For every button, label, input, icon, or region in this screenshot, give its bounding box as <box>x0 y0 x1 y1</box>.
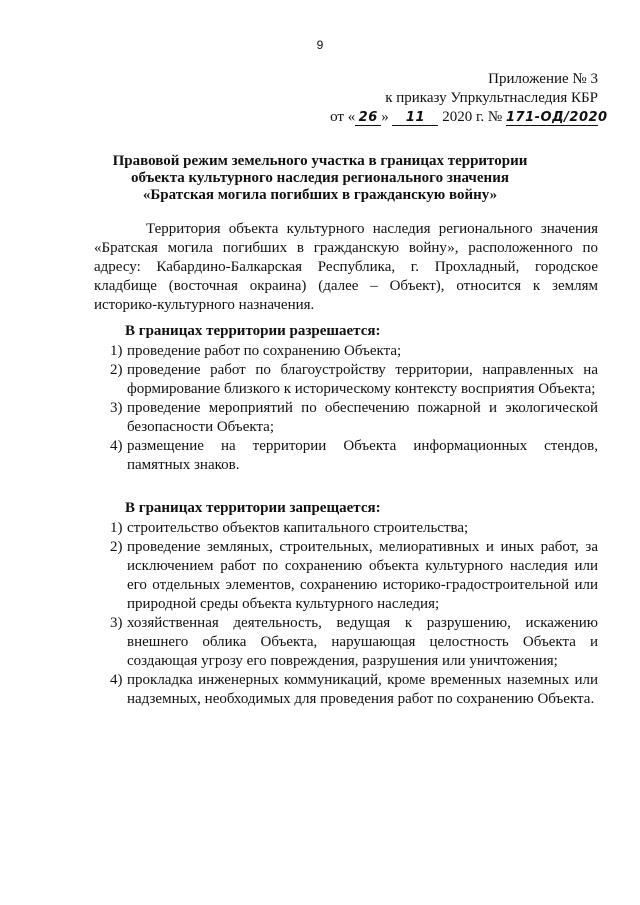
item-number: 2) <box>110 362 123 378</box>
list-item <box>110 538 598 614</box>
page-number: 9 <box>316 38 324 52</box>
item-text: хозяйственная деятельность, ведущая к разрушению, искажению внешнего облика Объекта, нарушающая целостность Объекта и создающая угрозу его повреждения, разрушения или уничтожения; <box>127 615 598 669</box>
allowed-heading: В границах территории разрешается: <box>125 323 381 339</box>
item-text: строительство объектов капитального строительства; <box>127 520 469 536</box>
title-line-1: Правовой режим земельного участка в границах территории <box>112 153 528 169</box>
item-number: 3) <box>110 615 123 631</box>
item-number: 4) <box>110 438 123 454</box>
item-text: проведение земляных, строительных, мелиоративных и иных работ, за исключением работ по сохранению объекта культурного наследия или его отдельных элементов, сохранению историко-градостроительной или природной среды объекта культурного наследия; <box>127 539 598 612</box>
list-item <box>110 437 598 475</box>
item-text: проведение работ по благоустройству территории, направленных на формирование близкого к историческому контексту восприятия Объекта; <box>127 362 598 397</box>
list-item <box>110 399 598 437</box>
title-line-2: объекта культурного наследия регионального значения <box>131 170 509 186</box>
item-number: 4) <box>110 672 123 688</box>
item-text: проведение мероприятий по обеспечению пожарной и экологической безопасности Объекта; <box>127 400 598 435</box>
date-mid: » <box>381 109 389 125</box>
item-text: прокладка инженерных коммуникаций, кроме временных наземных или надземных, необходимых для проведения работ по сохранению Объекта. <box>127 672 598 707</box>
list-item <box>110 671 598 709</box>
item-number: 3) <box>110 400 123 416</box>
item-number: 1) <box>110 343 123 359</box>
date-prefix: от « <box>330 109 356 125</box>
appendix-order-ref: к приказу Упркультнаследия КБР <box>385 90 598 106</box>
intro-paragraph: Территория объекта культурного наследия регионального значения «Братская могила погибших в гражданскую войну», расположенного по адресу: Кабардино-Балкарская Республика, г. Прохладный, городское кладбище (восточная окраина) (далее – Объект), относится к землям историко-культурного назначения. <box>94 221 598 313</box>
appendix-number: Приложение № 3 <box>488 71 598 87</box>
list-item <box>110 361 598 399</box>
appendix-block <box>298 70 608 127</box>
document-title <box>80 153 560 204</box>
forbidden-list <box>110 519 598 709</box>
forbidden-heading: В границах территории запрещается: <box>125 500 381 516</box>
allowed-list <box>110 342 598 475</box>
item-number: 1) <box>110 520 123 536</box>
handwritten-month: 11 <box>392 111 438 126</box>
handwritten-order-number: 171-ОД/2020 <box>506 110 608 125</box>
title-line-3: «Братская могила погибших в гражданскую войну» <box>142 187 498 203</box>
item-text: размещение на территории Объекта информационных стендов, памятных знаков. <box>127 438 598 473</box>
list-item <box>110 342 598 361</box>
appendix-date-line <box>298 108 608 127</box>
item-text: проведение работ по сохранению Объекта; <box>127 343 402 359</box>
list-item <box>110 519 598 538</box>
item-number: 2) <box>110 539 123 555</box>
handwritten-day: 26 <box>355 111 381 126</box>
list-item <box>110 614 598 671</box>
year-text: 2020 г. № <box>442 109 503 125</box>
